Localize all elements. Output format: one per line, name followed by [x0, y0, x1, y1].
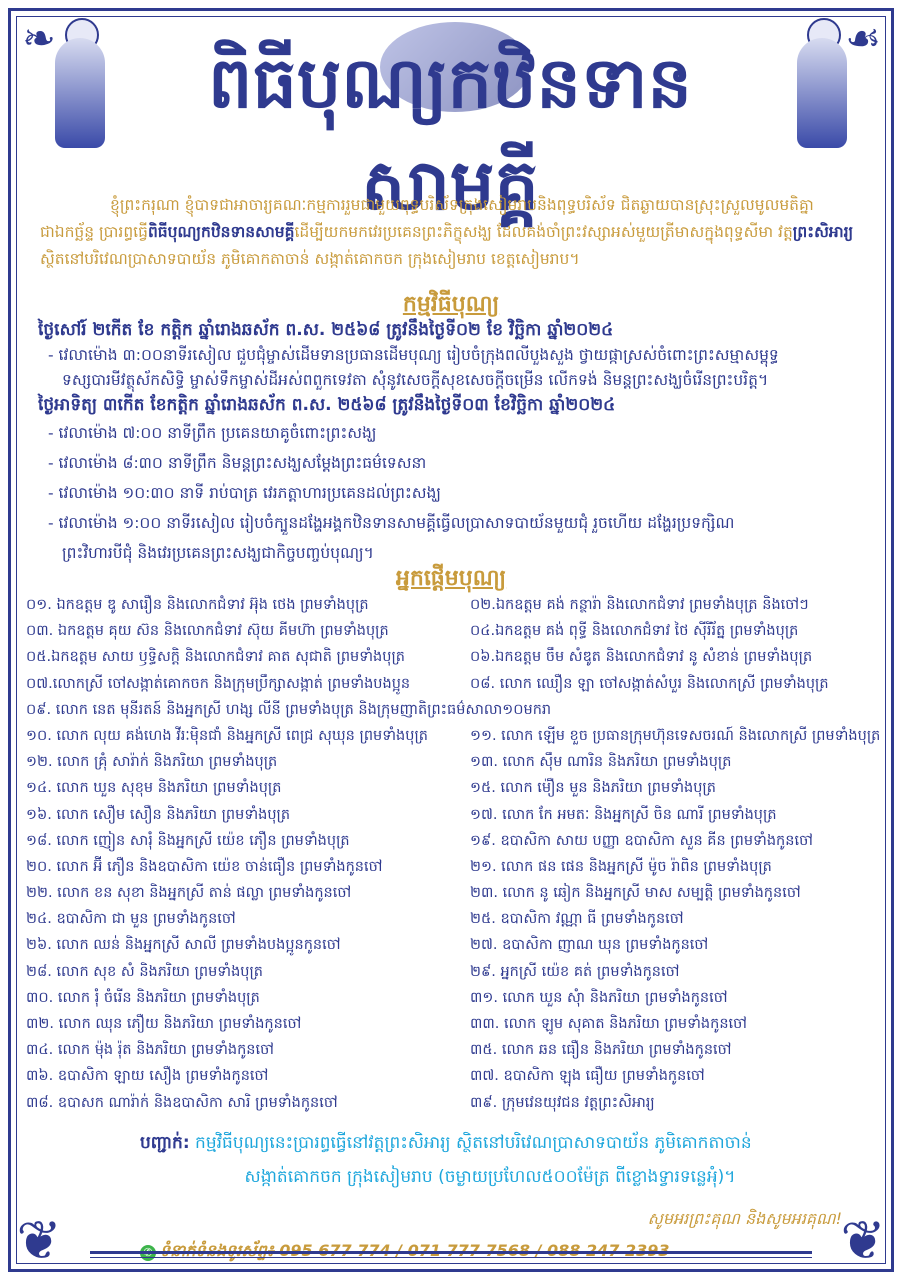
ornament-top-right-icon: ☙: [845, 16, 881, 62]
donor-item: ១៩. ឧបាសិកា សាយ បញ្ញា ឧបាសិកា សួន គីន ព្រមទាំងកូនចៅ: [470, 832, 813, 849]
donor-item: ៣៧. ឧបាសិកា ឡុង ធឿយ ព្រមទាំងកូនចៅ: [470, 1068, 705, 1085]
donor-item: ៣១. លោក ឃួន សុំា និងភរិយា ព្រមទាំងកូនចៅ: [470, 989, 728, 1006]
ornament-bottom-left-icon: ❦: [16, 1209, 62, 1272]
donor-item: ១៨. លោក ញៀន សារុំ និងអ្នកស្រី យ៉េខ ភឿន ព្រមទាំងបុត្រ: [26, 832, 350, 849]
intro-text: ដើម្បីយកមកវេរប្រគេនព្រះភិក្ខុសង្ឃ ដែលគង់ចាំព្រះវស្សាអស់មួយត្រីមាសក្នុងពុទ្ធសីមា វត្ត: [294, 223, 793, 241]
donor-item: ០២.ឯកឧត្តម គង់ កន្ថារ៉ា និងលោកជំទាវ ព្រមទាំងបុត្រ និងចៅៗ: [470, 597, 809, 613]
donor-item: ០៥.ឯកឧត្តម សាយ ឫទ្ធិសក្តិ និងលោកជំទាវ គាត សុជាតិ ព្រមទាំងបុត្រ: [26, 649, 405, 666]
donor-item: ៣៤. លោក ម៉ុង រ៉ុត និងភរិយា ព្រមទាំងកូនចៅ: [26, 1042, 274, 1059]
program-item: - វេលាម៉ោង ៣:០០នាទីរសៀល ជួបជុំម្ចាស់ដើមទានប្រធានដើមបុណ្យ រៀបចំក្រុងពលីបួងសួង ថ្វាយផ្កាស្រស់ចំពោះព្រះសម្មាសម្ពុទ្ធ: [48, 346, 779, 364]
program-section: [38, 318, 878, 568]
donor-item: ២៦. លោក ឈន់ និងអ្នកស្រី សាលី ព្រមទាំងបងប្អូនកូនចៅ: [26, 937, 341, 954]
donor-item: ១៦. លោក សឿម សឿន និងភរិយា ព្រមទាំងបុត្រ: [26, 806, 291, 823]
program-day-1: ថ្ងៃសៅរ៍ ២កើត ខែ កត្តិក ឆ្នាំរោងឆស័ក ព.ស. ២៥៦៨ ត្រូវនឹងថ្ងៃទី០២ ខែ វិច្ឆិកា ឆ្នាំ២០២៤: [38, 320, 614, 340]
donor-item: ០១. ឯកឧត្តម ឌូ សារឿន និងលោកជំទាវ អ៊ុង ថេង ព្រមទាំងបុត្រ: [26, 597, 369, 613]
phone-icon: ✆: [140, 1245, 156, 1261]
contact-phones[interactable]: 095 677 774 / 071 777 7568 / 088 247 2393: [279, 1241, 670, 1260]
donor-item: ៣០. លោក រុំ ចំរើន និងភរិយា ព្រមទាំងបុត្រ: [26, 989, 260, 1006]
program-item: - វេលាម៉ោង ៧:០០ នាទីព្រឹក ប្រគេនយាគូចំពោះព្រះសង្ឃ: [48, 424, 377, 442]
ornament-top-left-icon: ❧: [22, 16, 56, 62]
program-item: ព្រះវិហារបីជុំ និងវេរប្រគេនព្រះសង្ឃជាកិច្ចបញ្ចប់បុណ្យ។: [62, 544, 374, 562]
ornament-bottom-right-icon: ❦: [840, 1209, 886, 1272]
program-heading: កម្មវិធីបុណ្យ: [402, 292, 500, 317]
donor-item: [470, 701, 886, 727]
donor-item: ២៧. ឧបាសិកា ញាណ ឃុន ព្រមទាំងកូនចៅ: [470, 937, 709, 954]
donor-item: ៣៥. លោក ឆន ធឿន និងភរិយា ព្រមទាំងកូនចៅ: [470, 1042, 732, 1059]
donor-item: ៣៨. ឧបាសក ណារ៉ាក់ និងឧបាសិកា សារិ ព្រមទាំងកូនចៅ: [26, 1094, 338, 1111]
program-item: - វេលាម៉ោង ១០:៣០ នាទី រាប់បាត្រ វេរភត្តាហារប្រគេនដល់ព្រះសង្ឃ: [48, 484, 441, 502]
donor-item: ៣៦. ឧបាសិកា ឡាយ សឿង ព្រមទាំងកូនចៅ: [26, 1068, 269, 1085]
program-day-2: ថ្ងៃអាទិត្យ ៣កើត ខែកត្តិក ឆ្នាំរោងឆស័ក ព.ស. ២៥៦៨ ត្រូវនឹងថ្ងៃទី០៣ ខែវិច្ឆិកា ឆ្នាំ២០២៤: [38, 395, 616, 415]
intro-text: ខ្ញុំព្រះករុណា ខ្ញុំបាទជាអាចារ្យគណៈកម្មការរួមជាមួយពុទ្ធបរិស័ទក្រុងសៀមរាបនិងពុទ្ធបរិស័ទ ជិតឆ្ងាយបានស្រុះស្រួលមូលមតិគ្នាជាឯកច្ឆ័ន្ទ ប្រារព្ធធ្វើ: [40, 196, 814, 241]
donor-item: ១១. លោក ឡើម ខួច ប្រធានក្រុមហ៊ុនទេសចរណ៍ និងលោកស្រី ព្រមទាំងបុត្រ: [470, 727, 881, 744]
intro-text: ស្ថិតនៅបរិវេណប្រាសាទបាយ័ន ភូមិគោកតាចាន់ សង្កាត់គោកចក ក្រុងសៀមរាប ខេត្តសៀមរាប។: [40, 250, 580, 268]
donor-item: ០៩. លោក នេត មុនីរតន៍ និងអ្នកស្រី ហង្ស លីនី ព្រមទាំងបុត្រ និងក្រុមញាតិព្រះធម៌សាលា១០មករា: [26, 701, 552, 718]
apsara-figure-left: [20, 18, 140, 168]
donor-item: ២១. លោក ផន ផេន និងអ្នកស្រី ម៉ូច រ៉ាពិន ព្រមទាំងបុត្រ: [470, 858, 772, 875]
thanks-text: សូមអរព្រះគុណ និងសូមអរគុណ!: [647, 1209, 842, 1228]
donor-item: ២៣. លោក នូ ឆៀក និងអ្នកស្រី មាស សម្បត្តិ ព្រមទាំងកូនចៅ: [470, 885, 801, 902]
program-item: - វេលាម៉ោង ៨:៣០ នាទីព្រឹក និមន្តព្រះសង្ឃសម្តែងព្រះធម៌ទេសនា: [48, 454, 427, 472]
donor-item: ២៨. លោក សុខ សំ និងភរិយា ព្រមទាំងបុត្រ: [26, 963, 264, 980]
donor-item: ២០. លោក អ៊ី ភឿន និងឧបាសិកា យ៉េខ ចាន់ធឿន ព្រមទាំងកូនចៅ: [26, 858, 383, 875]
donor-item: ១៤. លោក ឃួន សុខុម និងភរិយា ព្រមទាំងបុត្រ: [26, 780, 282, 797]
apsara-figure-right: [762, 18, 882, 168]
intro-pagoda-name: ព្រះសិអារ្យ: [792, 223, 854, 241]
donor-item: ០៤.ឯកឧត្តម គង់ ពុទ្ធី និងលោកជំទាវ ថៃ ស៊ីរីរ័ត្ន ព្រមទាំងបុត្រ: [470, 623, 799, 640]
donors-heading: អ្នកផ្តើមបុណ្យ: [395, 566, 507, 591]
donor-item: ២៤. ឧបាសិកា ជា មួន ព្រមទាំងកូនចៅ: [26, 911, 236, 928]
notice-text: កម្មវិធីបុណ្យនេះប្រារព្ធធ្វើនៅវត្តព្រះសិអារ្យ ស្ថិតនៅបរិវេណប្រាសាទបាយ័ន ភូមិគោកតាចាន់: [189, 1133, 752, 1153]
donor-item: ២៩. អ្នកស្រី យ៉េខ គត់ ព្រមទាំងកូនចៅ: [470, 963, 680, 980]
donor-item: ១០. លោក លុយ គង់ហេង វីរៈម៉ិនជាំ និងអ្នកស្រី ពេជ្រ សុឃុន ព្រមទាំងបុត្រ: [26, 727, 428, 744]
notice: [140, 1126, 840, 1194]
donor-list: [26, 596, 886, 1120]
donor-item: ១៧. លោក កែ អមតៈ និងអ្នកស្រី ចិន ណារី ព្រមទាំងបុត្រ: [470, 806, 777, 823]
intro-paragraph: [40, 192, 860, 273]
donor-item: ២២. លោក ខន សុខា និងអ្នកស្រី តាន់ ផល្លា ព្រមទាំងកូនចៅ: [26, 885, 352, 902]
donor-item: ៣៩. ក្រុមវេនយុវជន វត្តព្រះសិអារ្យ: [470, 1094, 655, 1111]
page-title: ពិធីបុណ្យកឋិនទានសាមគ្គី: [208, 42, 692, 226]
program-item: - វេលាម៉ោង ១:០០ នាទីរសៀល រៀបចំក្បួនដង្ហែអង្គកឋិនទានសាមគ្គីធ្វើលប្រាសាទបាយ័នមួយជុំ រួចហើយ ដង្ហែរប្រទក្សិណ: [48, 514, 735, 532]
notice-label: បញ្ជាក់:: [140, 1133, 190, 1153]
donor-item: ០៧.លោកស្រី ចៅសង្កាត់គោកចក និងក្រុមប្រឹក្សាសង្កាត់ ព្រមទាំងបងប្អូន: [26, 675, 411, 692]
donor-item: ១២. លោក គ្រុំ សារ៉ាក់ និងភរិយា ព្រមទាំងបុត្រ: [26, 754, 278, 771]
divider: [90, 1251, 812, 1258]
contact-label: ទំនាក់ទំនងទូរស័ព្ទ៖: [160, 1241, 280, 1260]
donor-item: ០៣. ឯកឧត្តម គុយ ស៊ន និងលោកជំទាវ ស៊ុយ គីមហ៊ា ព្រមទាំងបុត្រ: [26, 623, 389, 640]
program-item: ទស្សបារមីវត្ថុស័កសិទ្ធិ ម្ចាស់ទឹកម្ចាស់ដីអស់ពពួកទេវតា សុំនូវសេចក្តីសុខសេចក្តីចម្រើន លើកទង់ និមន្តព្រះសង្ឃចំរើនព្រះបរិត្ត។: [62, 371, 769, 389]
donor-item: ១៣. លោក ស៊ឹម ណារិន និងភរិយា ព្រមទាំងបុត្រ: [470, 754, 732, 771]
donor-item: ១៥. លោក ម៉ឿន មួន និងភរិយា ព្រមទាំងបុត្រ: [470, 780, 716, 797]
intro-ceremony-name: ពិធីបុណ្យកឋិនទានសាមគ្គី: [147, 223, 295, 241]
donor-item: ៣៣. លោក ឡូម សុគាត និងភរិយា ព្រមទាំងកូនចៅ: [470, 1016, 747, 1032]
donor-item: ០៨. លោក ឈឿន ឡា ចៅសង្កាត់សំបួរ និងលោកស្រី ព្រមទាំងបុត្រ: [470, 675, 829, 692]
donor-item: ២៥. ឧបាសិកា វណ្ណា ធី ព្រមទាំងកូនចៅ: [470, 911, 684, 928]
donor-item: ៣២. លោក ឈុន ភឿយ និងភរិយា ព្រមទាំងកូនចៅ: [26, 1016, 302, 1032]
donor-item: ០៦.ឯកឧត្តម ចឹម សំឌូត និងលោកជំទាវ នូ សំខាន់ ព្រមទាំងបុត្រ: [470, 649, 813, 666]
notice-text: សង្កាត់គោកចក ក្រុងសៀមរាប (ចម្ងាយប្រហែល៥០០ម៉ែត្រ ពីខ្លោងទ្វារទន្លេអុំ)។: [244, 1167, 736, 1187]
